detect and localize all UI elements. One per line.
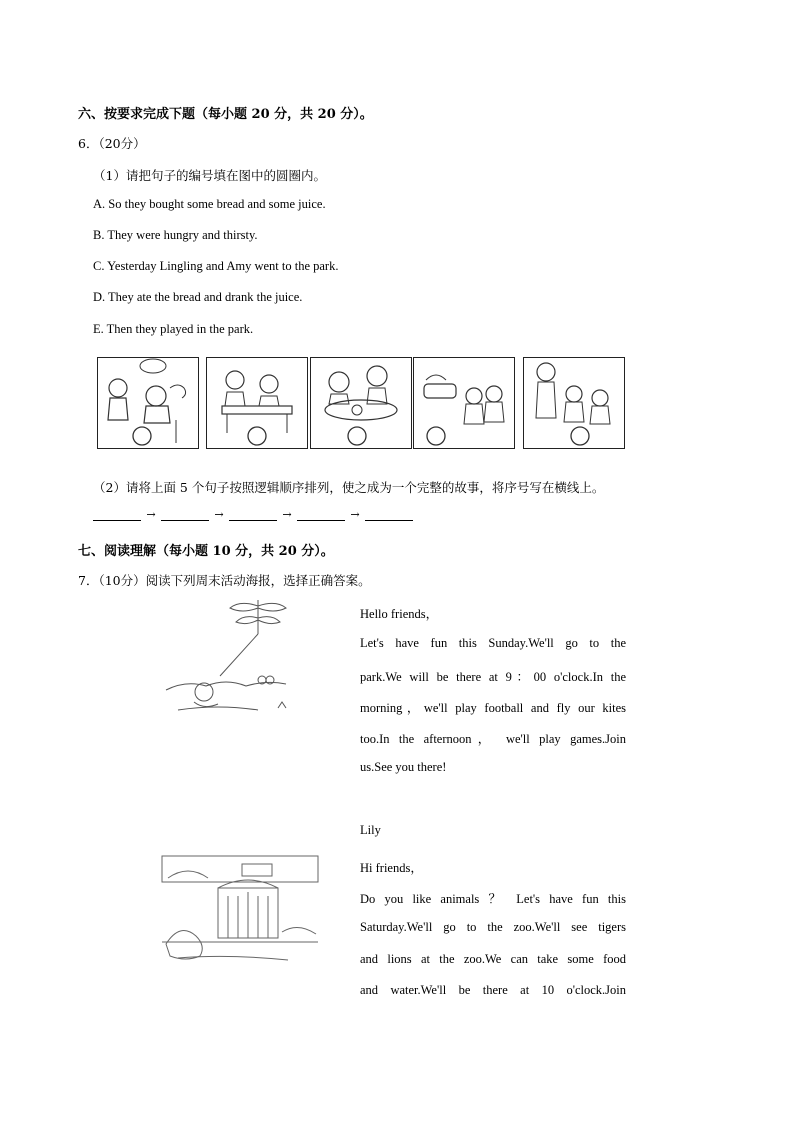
kite-park-picture <box>158 598 318 720</box>
poster1-signature: Lily <box>360 823 381 837</box>
section6-title: 六、按要求完成下题（每小题 20 分，共 20 分）。 <box>78 107 373 122</box>
question7-number: 7．（10分）阅读下列周末活动海报，选择正确答案。 <box>78 573 371 588</box>
story-panel-2 <box>206 357 308 449</box>
story-panel-1-drawing <box>98 358 198 448</box>
poster1-line-3: morning，we'll play football and fly our kites <box>360 701 626 715</box>
order-blank-5[interactable] <box>365 508 413 521</box>
answer-circle-3 <box>348 427 366 445</box>
poster2-greeting: Hi friends， <box>360 861 423 875</box>
story-panel-5 <box>523 357 625 449</box>
option-b: B. They were hungry and thirsty. <box>93 228 258 242</box>
order-arrow-2: → <box>214 508 224 521</box>
story-panel-2-drawing <box>207 358 307 448</box>
poster2-line-1: Do you like animals ？ Let's have fun this <box>360 892 626 906</box>
poster1-line-1: Let's have fun this Sunday.We'll go to the <box>360 636 626 650</box>
story-panel-5-drawing <box>524 358 624 448</box>
poster2-line-4: and water.We'll be there at 10 o'clock.Join <box>360 983 626 997</box>
poster2-line-2: Saturday.We'll go to the zoo.We'll see tigers <box>360 920 626 934</box>
poster1-greeting: Hello friends， <box>360 607 439 621</box>
order-answer-line <box>93 508 413 521</box>
zoo-gate-icon <box>158 852 324 974</box>
story-panel-3 <box>310 357 412 449</box>
option-a: A. So they bought some bread and some juice. <box>93 197 326 211</box>
option-c: C. Yesterday Lingling and Amy went to the park. <box>93 259 339 273</box>
order-blank-2[interactable] <box>161 508 209 521</box>
kite-icon <box>158 598 318 720</box>
order-blank-3[interactable] <box>229 508 277 521</box>
option-e: E. Then they played in the park. <box>93 322 254 336</box>
answer-circle-2 <box>248 427 266 445</box>
section7-title: 七、阅读理解（每小题 10 分，共 20 分）。 <box>78 544 334 559</box>
answer-circle-4 <box>427 427 445 445</box>
answer-circle-5 <box>571 427 589 445</box>
poster1-line-2: park.We will be there at 9：00 o'clock.In the <box>360 670 626 684</box>
poster1-line-5: us.See you there! <box>360 760 447 774</box>
order-arrow-3: → <box>282 508 292 521</box>
order-blank-1[interactable] <box>93 508 141 521</box>
option-d: D. They ate the bread and drank the juice. <box>93 290 303 304</box>
order-blank-4[interactable] <box>297 508 345 521</box>
answer-circle-1 <box>133 427 151 445</box>
poster2-line-3: and lions at the zoo.We can take some food <box>360 952 626 966</box>
poster1-line-4: too.In the afternoon， we'll play games.Join <box>360 732 626 746</box>
story-panel-4-drawing <box>414 358 514 448</box>
story-panel-4 <box>413 357 515 449</box>
part1-instruction: （1）请把句子的编号填在图中的圆圈内。 <box>93 168 326 183</box>
order-arrow-1: → <box>146 508 156 521</box>
story-panel-3-drawing <box>311 358 411 448</box>
story-panel-1 <box>97 357 199 449</box>
question6-number: 6．（20分） <box>78 136 146 151</box>
order-arrow-4: → <box>350 508 360 521</box>
part2-instruction: （2）请将上面 5 个句子按照逻辑顺序排列，使之成为一个完整的故事，将序号写在横线上。 <box>93 480 605 495</box>
zoo-gate-picture <box>158 852 324 974</box>
